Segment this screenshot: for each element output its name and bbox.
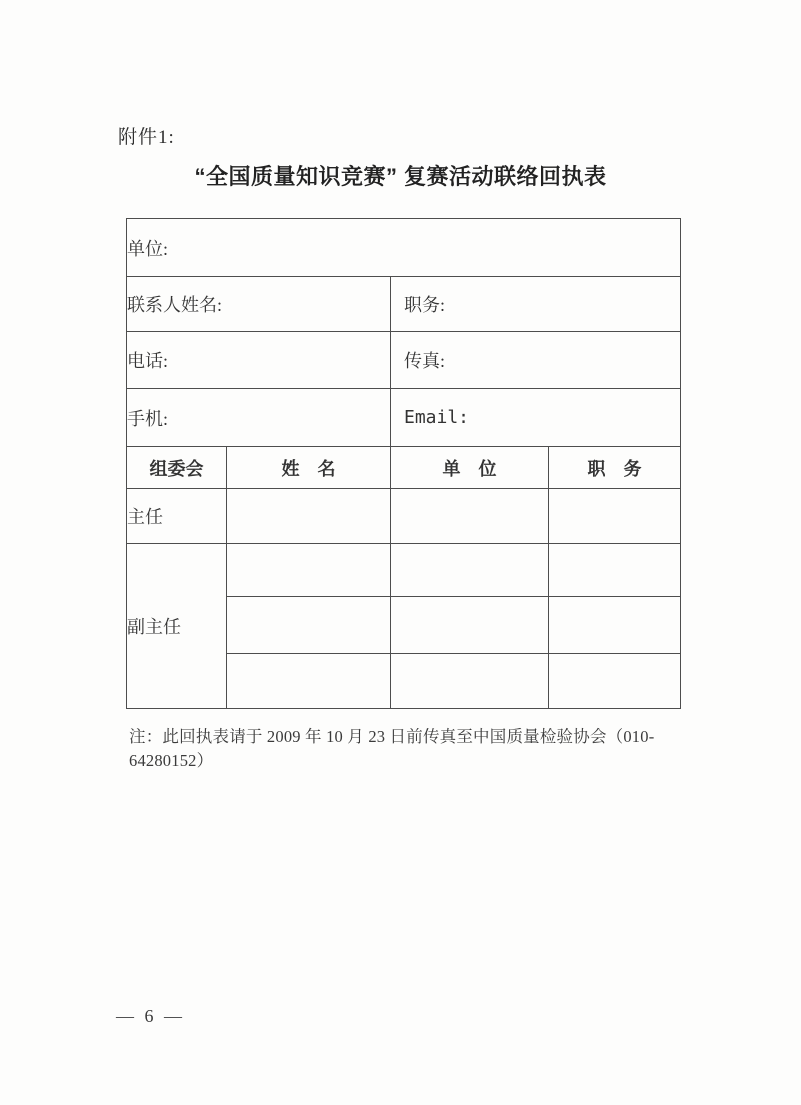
unit-column-header: 单 位	[391, 447, 549, 489]
deputy-name-cell-1	[227, 544, 391, 597]
deputy-unit-cell-3	[391, 654, 549, 709]
position-column-header: 职 务	[549, 447, 681, 489]
deputy-name-cell-3	[227, 654, 391, 709]
deputy-director-label: 副主任	[127, 544, 227, 709]
unit-row	[127, 219, 681, 277]
position-field-label: 职务:	[391, 277, 681, 332]
name-column-header: 姓 名	[227, 447, 391, 489]
committee-header-row	[127, 447, 681, 489]
email-field-label: Email:	[391, 389, 681, 447]
deputy-unit-cell-2	[391, 597, 549, 654]
phone-fax-row	[127, 332, 681, 389]
deputy-position-cell-2	[549, 597, 681, 654]
page-title: “全国质量知识竞赛” 复赛活动联络回执表	[194, 164, 607, 189]
deputy-unit-cell-1	[391, 544, 549, 597]
contact-position-row	[127, 277, 681, 332]
deputy-position-cell-3	[549, 654, 681, 709]
deputy-name-cell-2	[227, 597, 391, 654]
page-number: — 6 —	[116, 1006, 185, 1026]
unit-field-label: 单位:	[127, 219, 681, 277]
phone-field-label: 电话:	[127, 332, 391, 389]
director-name-cell	[227, 489, 391, 544]
director-unit-cell	[391, 489, 549, 544]
reply-form-table	[126, 218, 681, 709]
note-text: 注：此回执表请于 2009 年 10 月 23 日前传真至中国质量检验协会（010-64280152）	[129, 727, 655, 770]
deputy-position-cell-1	[549, 544, 681, 597]
deputy-director-row-1	[127, 544, 681, 597]
attachment-label: 附件1:	[118, 127, 175, 148]
mobile-field-label: 手机:	[127, 389, 391, 447]
fax-field-label: 传真:	[391, 332, 681, 389]
director-label: 主任	[127, 489, 227, 544]
contact-name-field-label: 联系人姓名:	[127, 277, 391, 332]
director-position-cell	[549, 489, 681, 544]
mobile-email-row	[127, 389, 681, 447]
committee-column-header: 组委会	[127, 447, 227, 489]
director-row	[127, 489, 681, 544]
